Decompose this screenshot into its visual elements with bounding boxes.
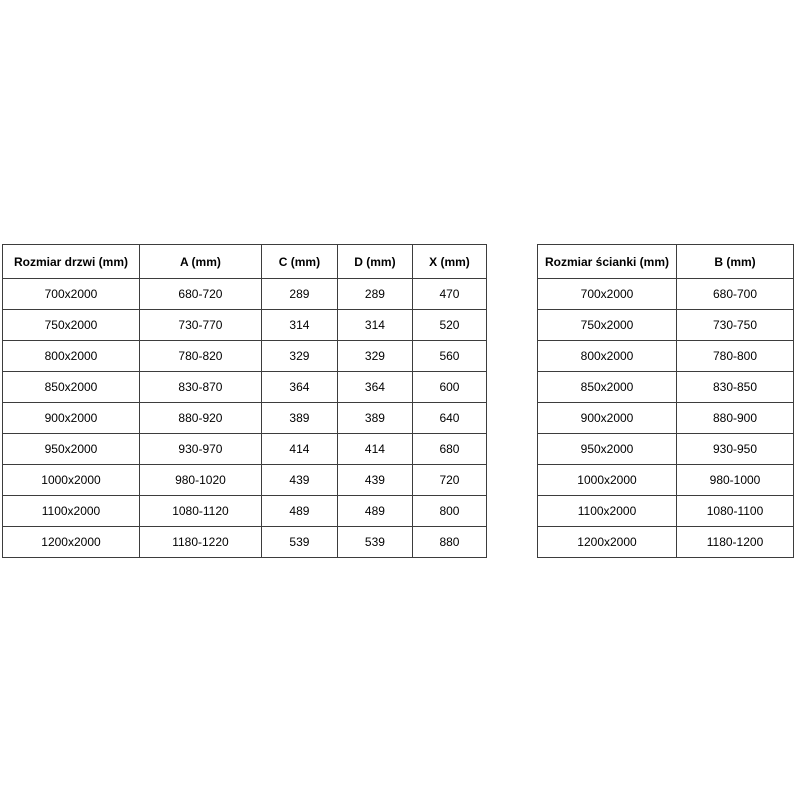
table-cell: 539 — [261, 527, 337, 558]
table-row — [538, 465, 794, 496]
table-cell: 880-900 — [677, 403, 794, 434]
column-header: A (mm) — [139, 245, 261, 279]
table-cell: 414 — [337, 434, 412, 465]
table-cell: 1200x2000 — [538, 527, 677, 558]
table-row — [3, 465, 487, 496]
table-cell: 364 — [261, 372, 337, 403]
table-cell: 980-1000 — [677, 465, 794, 496]
table-cell: 880-920 — [139, 403, 261, 434]
table-row — [538, 279, 794, 310]
table-cell: 730-750 — [677, 310, 794, 341]
table-cell: 900x2000 — [3, 403, 140, 434]
table-cell: 1100x2000 — [538, 496, 677, 527]
table-cell: 1080-1120 — [139, 496, 261, 527]
table-row — [3, 310, 487, 341]
table-cell: 1000x2000 — [538, 465, 677, 496]
table-row — [3, 434, 487, 465]
table-cell: 600 — [412, 372, 486, 403]
table-cell: 1200x2000 — [3, 527, 140, 558]
table-cell: 289 — [261, 279, 337, 310]
table-cell: 800x2000 — [3, 341, 140, 372]
table-row — [538, 434, 794, 465]
table-cell: 930-970 — [139, 434, 261, 465]
table-cell: 900x2000 — [538, 403, 677, 434]
table-row — [3, 341, 487, 372]
table-cell: 830-850 — [677, 372, 794, 403]
table-cell: 680-720 — [139, 279, 261, 310]
table-cell: 539 — [337, 527, 412, 558]
table-cell: 830-870 — [139, 372, 261, 403]
table-row — [3, 527, 487, 558]
header-row — [538, 245, 794, 279]
table-cell: 389 — [337, 403, 412, 434]
header-row — [3, 245, 487, 279]
table-cell: 489 — [337, 496, 412, 527]
table-cell: 950x2000 — [3, 434, 140, 465]
column-header: Rozmiar ścianki (mm) — [538, 245, 677, 279]
table-cell: 439 — [337, 465, 412, 496]
table-row — [538, 372, 794, 403]
table-row — [3, 279, 487, 310]
table-cell: 780-800 — [677, 341, 794, 372]
table-cell: 1180-1220 — [139, 527, 261, 558]
table-row — [538, 341, 794, 372]
table-cell: 800x2000 — [538, 341, 677, 372]
table-cell: 1100x2000 — [3, 496, 140, 527]
table-cell: 700x2000 — [538, 279, 677, 310]
column-header: C (mm) — [261, 245, 337, 279]
table-cell: 560 — [412, 341, 486, 372]
table-cell: 950x2000 — [538, 434, 677, 465]
door-size-table — [2, 244, 487, 558]
table-cell: 329 — [337, 341, 412, 372]
table-row — [3, 403, 487, 434]
table-cell: 520 — [412, 310, 486, 341]
table-cell: 314 — [337, 310, 412, 341]
table-cell: 680 — [412, 434, 486, 465]
column-header: X (mm) — [412, 245, 486, 279]
table-cell: 1180-1200 — [677, 527, 794, 558]
table-cell: 389 — [261, 403, 337, 434]
table-cell: 640 — [412, 403, 486, 434]
table-row — [538, 403, 794, 434]
table-cell: 800 — [412, 496, 486, 527]
column-header: Rozmiar drzwi (mm) — [3, 245, 140, 279]
table-cell: 414 — [261, 434, 337, 465]
column-header: D (mm) — [337, 245, 412, 279]
table-cell: 930-950 — [677, 434, 794, 465]
table-cell: 1080-1100 — [677, 496, 794, 527]
table-row — [3, 496, 487, 527]
table-cell: 980-1020 — [139, 465, 261, 496]
table-cell: 850x2000 — [3, 372, 140, 403]
column-header: B (mm) — [677, 245, 794, 279]
table-cell: 850x2000 — [538, 372, 677, 403]
table-cell: 364 — [337, 372, 412, 403]
table-cell: 780-820 — [139, 341, 261, 372]
table-cell: 289 — [337, 279, 412, 310]
table-cell: 680-700 — [677, 279, 794, 310]
table-cell: 489 — [261, 496, 337, 527]
wall-size-table — [537, 244, 794, 558]
table-cell: 439 — [261, 465, 337, 496]
table-row — [538, 527, 794, 558]
table-cell: 700x2000 — [3, 279, 140, 310]
table-row — [538, 496, 794, 527]
table-row — [538, 310, 794, 341]
table-cell: 314 — [261, 310, 337, 341]
table-cell: 750x2000 — [3, 310, 140, 341]
table-cell: 329 — [261, 341, 337, 372]
table-cell: 750x2000 — [538, 310, 677, 341]
table-cell: 1000x2000 — [3, 465, 140, 496]
table-cell: 720 — [412, 465, 486, 496]
table-cell: 730-770 — [139, 310, 261, 341]
table-cell: 470 — [412, 279, 486, 310]
table-row — [3, 372, 487, 403]
table-cell: 880 — [412, 527, 486, 558]
